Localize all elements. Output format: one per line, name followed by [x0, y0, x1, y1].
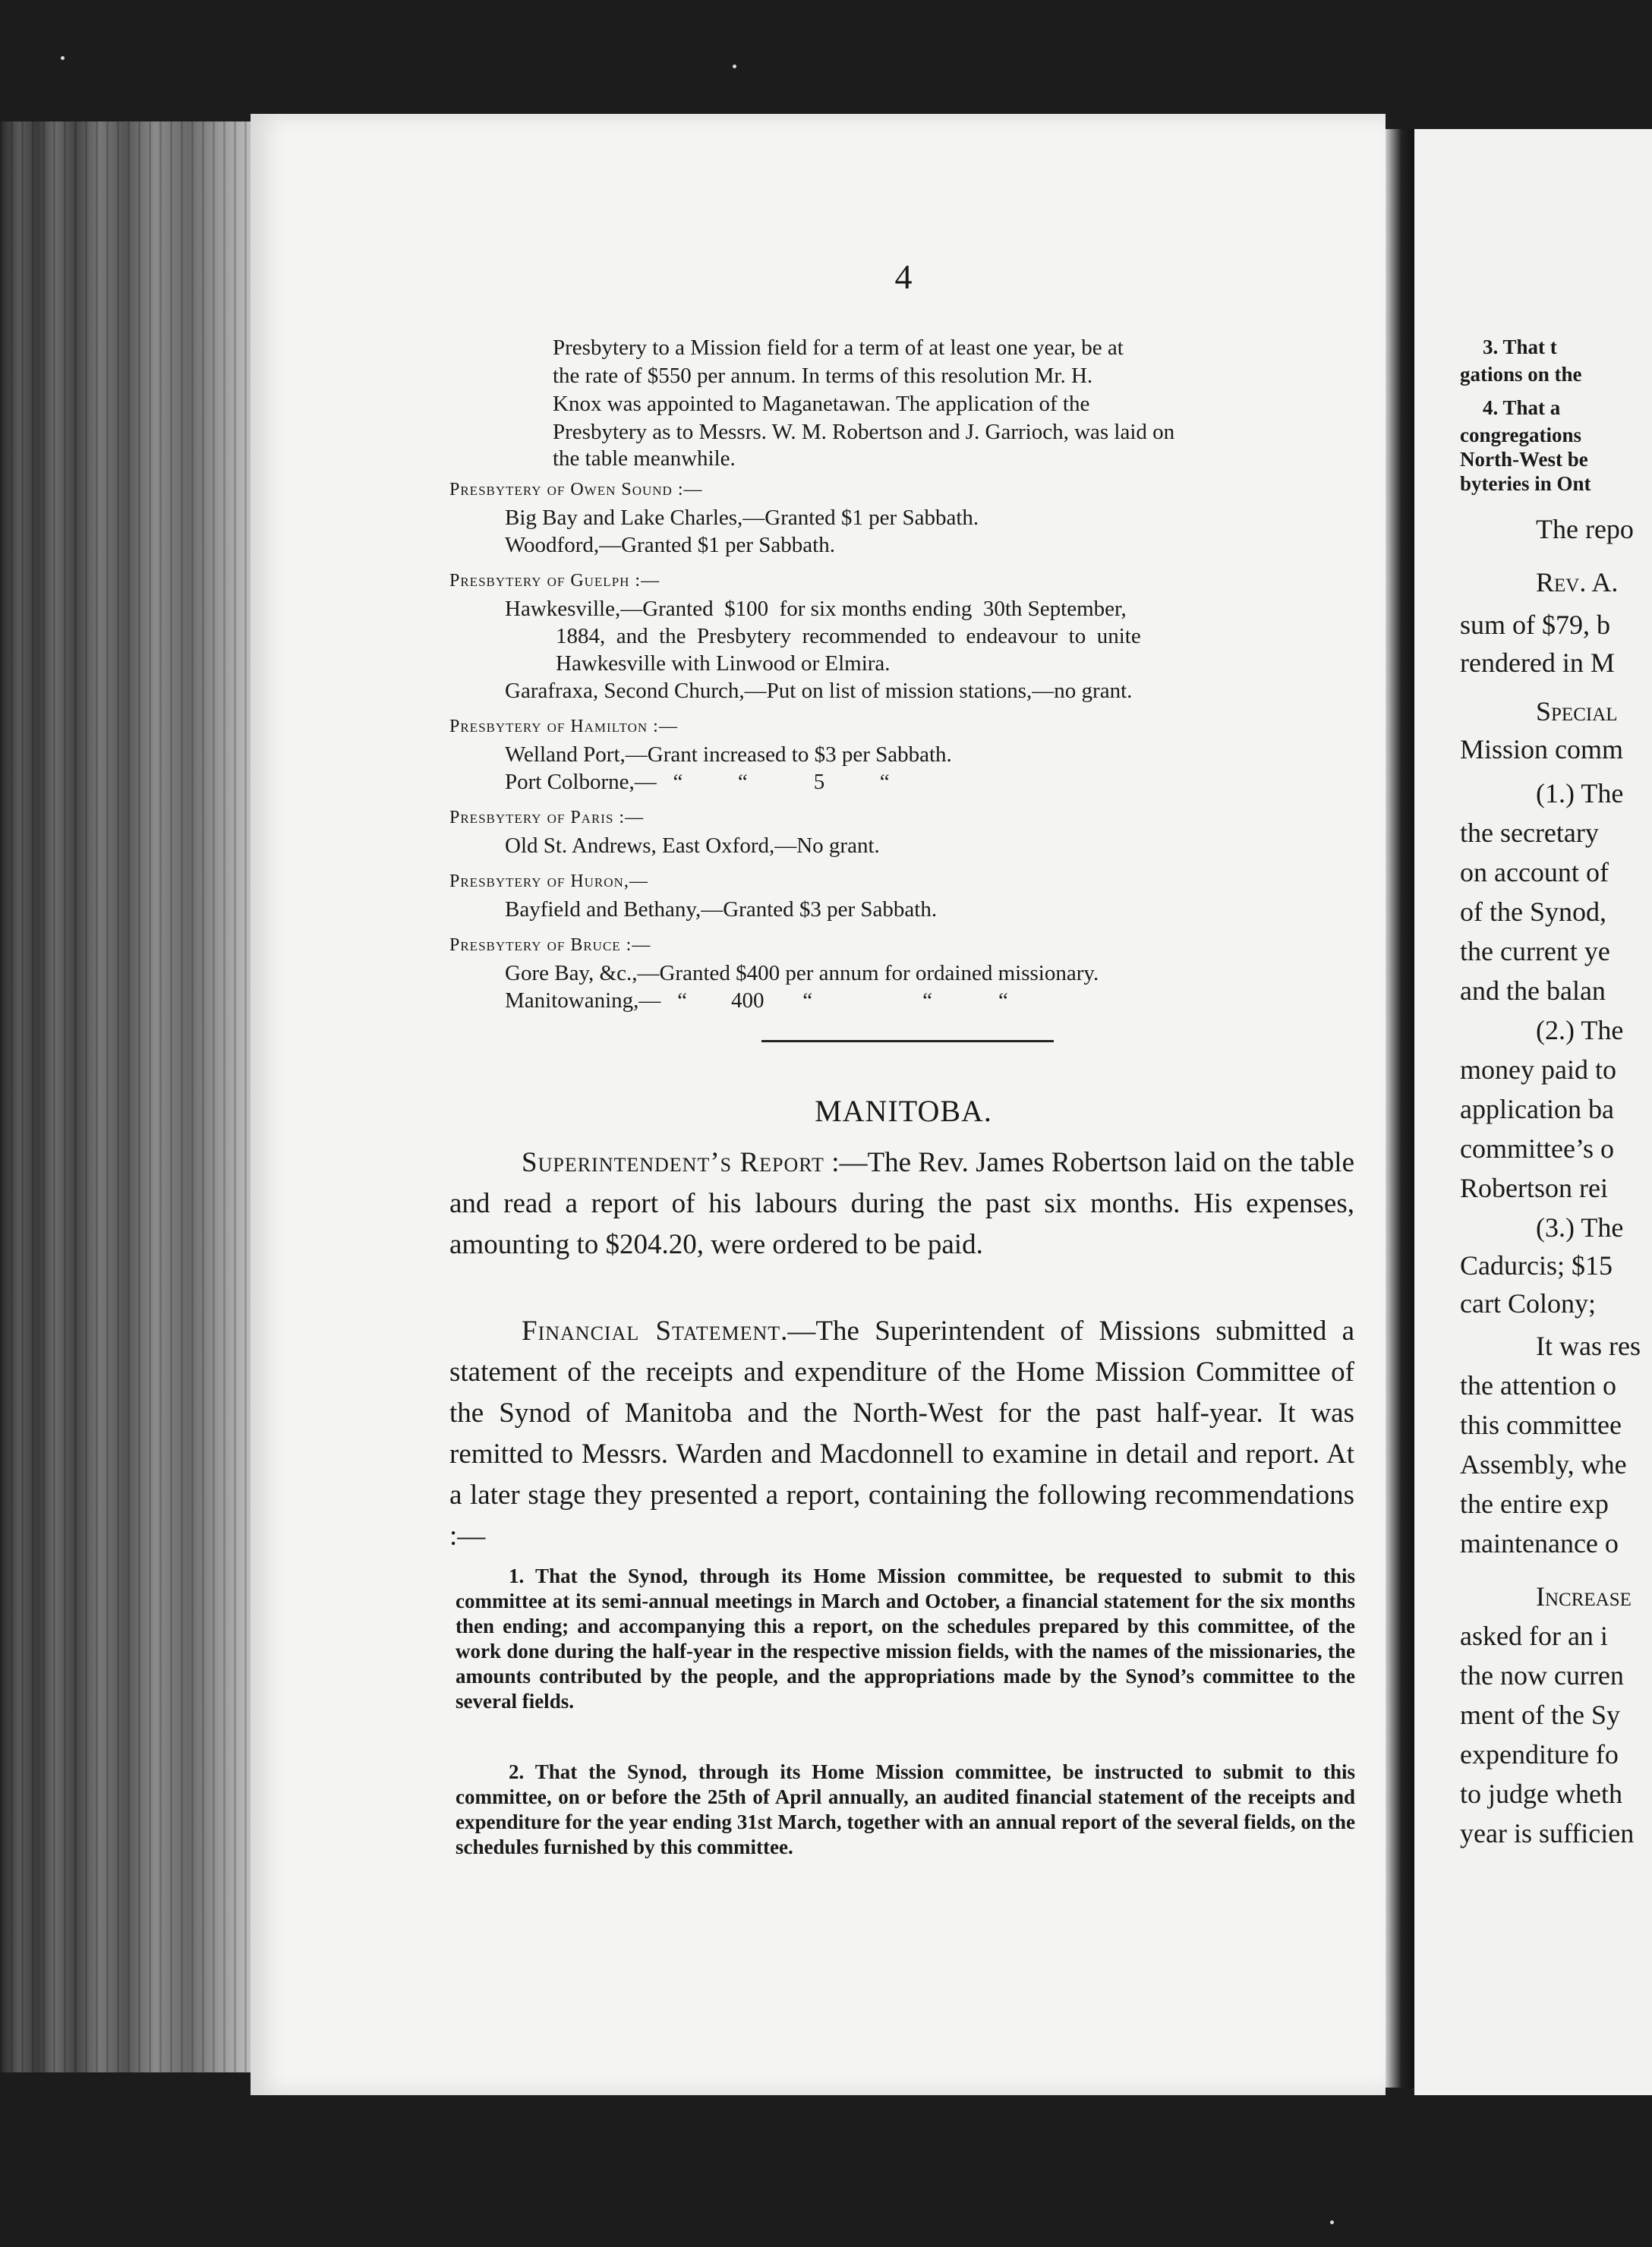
right-page-line: (1.) The [1536, 778, 1624, 808]
presbytery-heading: Presbytery of Owen Sound :— [449, 480, 703, 500]
right-page-line: Mission comm [1460, 734, 1624, 764]
right-page-line: maintenance o [1460, 1528, 1619, 1558]
right-page-line: Robertson rei [1460, 1173, 1608, 1203]
right-page-line: of the Synod, [1460, 897, 1606, 927]
financial-statement-label: Financial Statement [522, 1316, 781, 1347]
section-divider [761, 1040, 1054, 1042]
presbytery-entry: Woodford,—Granted $1 per Sabbath. [505, 533, 835, 557]
presbytery-heading: Presbytery of Guelph :— [449, 571, 660, 591]
superintendent-report-label: Superintendent’s Report [522, 1147, 824, 1178]
right-page-small-line: gations on the [1460, 363, 1582, 386]
presbytery-heading: Presbytery of Hamilton :— [449, 717, 678, 736]
scan-speck [61, 56, 65, 60]
right-page-line: The repo [1536, 514, 1634, 544]
intro-line: the rate of $550 per annum. In terms of this resolution Mr. H. [553, 364, 1093, 388]
right-page-line: and the balan [1460, 975, 1606, 1006]
right-page-line: sum of $79, b [1460, 610, 1610, 640]
right-page-line: year is sufficien [1460, 1818, 1635, 1848]
intro-line: Presbytery to a Mission field for a term of at least one year, be at [553, 336, 1124, 360]
presbytery-heading: Presbytery of Paris :— [449, 808, 645, 827]
financial-statement-text: .—The Superintendent of Missions submitted a statement of the receipts and expenditure of the Home Mission Committee of the Synod of Manitoba and the North-West for the past half-year. It was remitted to Messrs. Warden and Macdonnell to examine in detail and report. At a later stage they presented a report, containing the following recommendations :— [449, 1316, 1355, 1552]
presbytery-entry: Gore Bay, &c.,—Granted $400 per annum for ordained missionary. [505, 961, 1099, 985]
scan-speck [733, 65, 736, 68]
right-page-line: the current ye [1460, 936, 1610, 966]
right-page-line: Special [1536, 696, 1618, 726]
presbytery-entry: Old St. Andrews, East Oxford,—No grant. [505, 834, 880, 858]
right-page-line: this committee [1460, 1410, 1622, 1440]
right-page-line: the secretary [1460, 818, 1599, 848]
right-page-line: asked for an i [1460, 1621, 1608, 1651]
right-page [1414, 129, 1652, 2095]
right-page-line: the now curren [1460, 1660, 1624, 1691]
scan-speck [1330, 2220, 1334, 2224]
page-edge-lines [0, 121, 251, 2072]
right-page-line: committee’s o [1460, 1133, 1614, 1164]
presbytery-entry: Hawkesville,—Granted $100 for six months ending 30th September, [505, 597, 1127, 621]
presbytery-entry: 1884, and the Presbytery recommended to endeavour to unite [556, 624, 1141, 648]
right-page-small-line: 3. That t [1483, 336, 1557, 358]
presbytery-entry: Port Colborne,— “ “ 5 “ [505, 770, 890, 794]
presbytery-entry: Garafraxa, Second Church,—Put on list of mission stations,—no grant. [505, 679, 1133, 703]
presbytery-entry: Bayfield and Bethany,—Granted $3 per Sabbath. [505, 897, 938, 922]
presbytery-entry: Manitowaning,— “ 400 “ “ “ [505, 988, 1008, 1013]
presbytery-entry: Welland Port,—Grant increased to $3 per Sabbath. [505, 742, 952, 767]
right-page-line: cart Colony; [1460, 1288, 1596, 1319]
right-page-line: the attention o [1460, 1370, 1616, 1401]
right-page-line: Cadurcis; $15 [1460, 1250, 1613, 1281]
intro-line: Presbytery as to Messrs. W. M. Robertson and J. Garrioch, was laid on [553, 420, 1175, 444]
right-page-line: Rev. A. [1536, 567, 1619, 597]
right-page-small-line: congregations [1460, 424, 1581, 446]
superintendent-report-text: :—The Rev. James Robertson laid on the table and read a report of his labours during the past six months. His expenses, amounting to $204.20, were ordered to be paid. [449, 1147, 1354, 1260]
right-page-line: expenditure fo [1460, 1739, 1619, 1770]
financial-statement-paragraph [449, 1311, 1354, 1557]
presbytery-heading: Presbytery of Bruce :— [449, 935, 651, 955]
recommendation-2: 2. That the Synod, through its Home Mission committee, be instructed to submit to this committee, on or before the 25th of April annually, an audited financial statement of the receipts and expenditure for the year ending 31st March, together with an annual report of the several fields, on the schedules furnished by this committee. [456, 1760, 1355, 1858]
right-page-line: rendered in M [1460, 648, 1615, 678]
right-page-line: the entire exp [1460, 1489, 1609, 1519]
right-page-small-line: byteries in Ont [1460, 472, 1591, 495]
page-number: 4 [894, 257, 913, 296]
book-gutter [1386, 129, 1414, 2088]
intro-line: the table meanwhile. [553, 446, 736, 471]
right-page-line: Assembly, whe [1460, 1449, 1627, 1480]
presbytery-entry: Hawkesville with Linwood or Elmira. [556, 651, 891, 676]
right-page-small-line: North-West be [1460, 448, 1588, 471]
right-page-small-line: 4. That a [1483, 396, 1561, 419]
right-page-line: (3.) The [1536, 1212, 1624, 1243]
right-page-line: on account of [1460, 857, 1609, 887]
right-page-line: to judge wheth [1460, 1779, 1622, 1809]
right-page-line: (2.) The [1536, 1015, 1624, 1045]
recommendation-1: 1. That the Synod, through its Home Mission committee, be requested to submit to this committee at its semi-annual meetings in March and October, a financial statement for the six months then ending; and accompanying this a report, on the schedules prepared by this committee, of the work done during the half-year in the respective mission fields, with the names of the missionaries, the amounts contributed by the people, and the appropriations made by the Synod’s committee to the several fields. [456, 1565, 1355, 1713]
superintendent-report-paragraph [449, 1142, 1354, 1265]
presbytery-entry: Big Bay and Lake Charles,—Granted $1 per Sabbath. [505, 506, 979, 530]
right-page-line: application ba [1460, 1094, 1614, 1124]
right-page-line: Increase [1536, 1581, 1632, 1612]
right-page-line: It was res [1536, 1331, 1641, 1361]
intro-line: Knox was appointed to Maganetawan. The application of the [553, 392, 1090, 416]
right-page-line: ment of the Sy [1460, 1700, 1620, 1730]
right-page-line: money paid to [1460, 1054, 1616, 1085]
presbytery-heading: Presbytery of Huron,— [449, 871, 648, 891]
section-title: MANITOBA. [815, 1094, 992, 1128]
